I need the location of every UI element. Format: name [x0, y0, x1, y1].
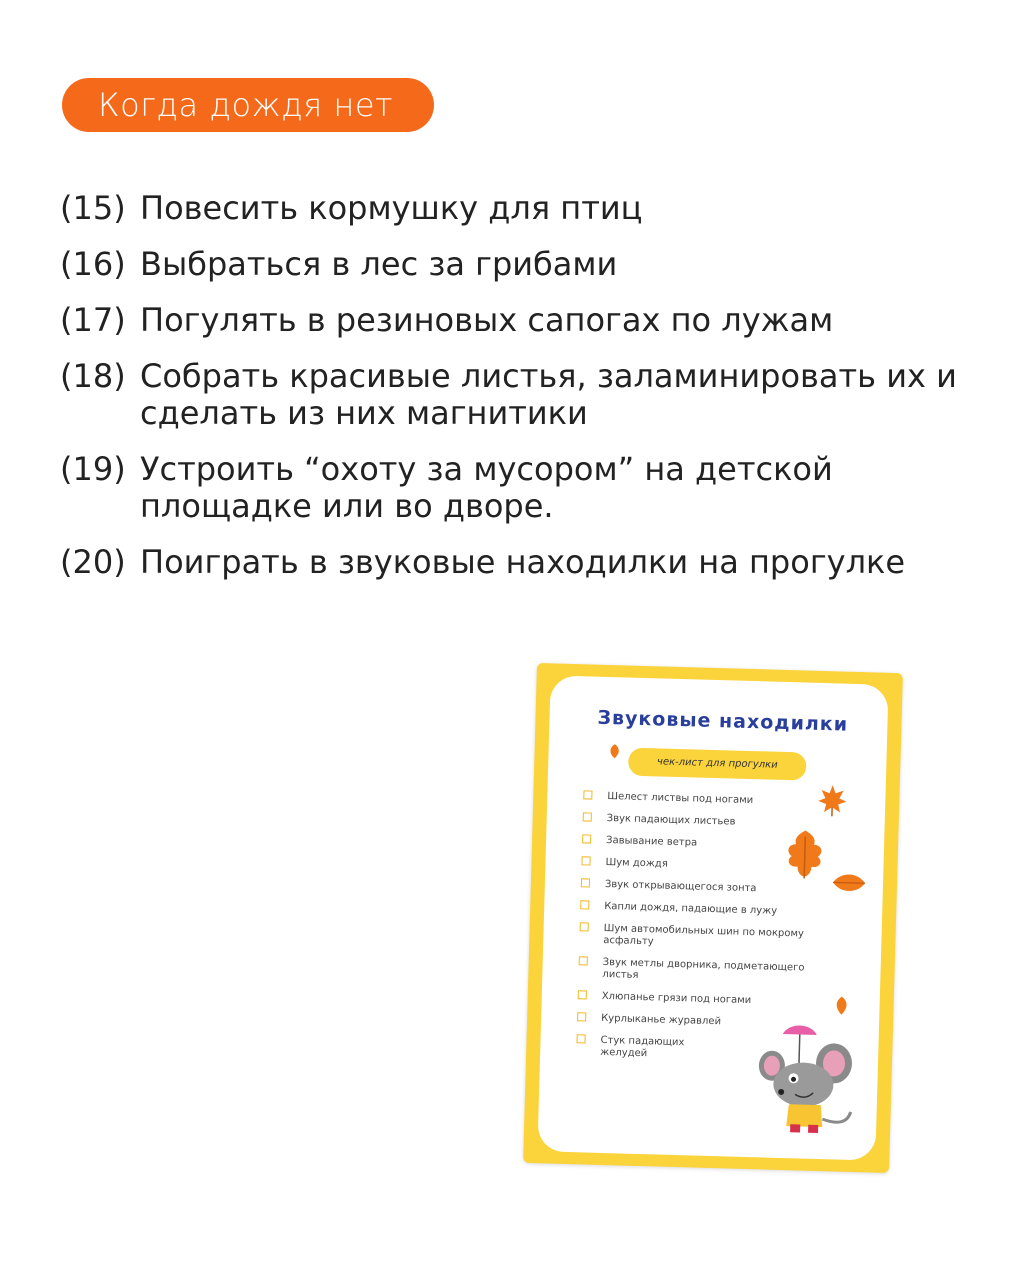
checklist-item-text: Звук падающих листьев — [606, 812, 736, 828]
checklist-item-text: Звук открывающегося зонта — [604, 878, 757, 895]
checklist-card — [523, 663, 903, 1173]
item-number: (16) — [60, 245, 126, 283]
item-number: (19) — [60, 450, 126, 488]
item-text: Устроить “охоту за мусором” на детской площадке или во дворе. — [140, 450, 833, 525]
oak-leaf-icon — [781, 828, 828, 879]
checklist-item-text: Капли дождя, падающие в лужу — [604, 900, 778, 917]
checklist-item — [578, 956, 809, 986]
checklist-item-text: Шум дождя — [605, 856, 668, 870]
checklist-item — [582, 834, 812, 852]
item-text: Повесить кормушку для птиц — [140, 189, 643, 227]
checklist-item — [583, 790, 813, 808]
checklist-item-text: Хлюпанье грязи под ногами — [601, 990, 752, 1007]
list-item — [60, 544, 1010, 581]
item-number: (15) — [60, 189, 126, 227]
checklist-item — [579, 922, 810, 952]
item-text: Погулять в резиновых сапогах по лужам — [140, 301, 834, 339]
checklist-item — [581, 856, 811, 874]
checklist-item — [580, 900, 810, 918]
checkbox-icon[interactable] — [581, 856, 590, 865]
list-item — [60, 246, 1010, 283]
checkbox-icon[interactable] — [580, 922, 589, 931]
checklist-item-text: Шелест листвы под ногами — [607, 791, 754, 807]
checklist-item-text: Завывание ветра — [605, 834, 698, 849]
checkbox-icon[interactable] — [578, 990, 587, 999]
card-title-text: Звуковые находилки — [597, 706, 849, 736]
list-item — [60, 190, 1010, 227]
checkbox-icon[interactable] — [581, 878, 590, 887]
checkbox-icon[interactable] — [582, 834, 591, 843]
card-sheet — [537, 675, 888, 1160]
checklist-item-text: Звук метлы дворника, подметающего листья — [602, 956, 805, 981]
checklist-item — [581, 878, 811, 896]
checklist-item — [576, 1034, 701, 1061]
checklist-item-text: Стук падающих желудей — [600, 1034, 685, 1060]
checkbox-icon[interactable] — [576, 1034, 585, 1043]
card-subtitle: чек-лист для прогулки — [628, 748, 807, 781]
checklist-item — [578, 990, 808, 1008]
item-number: (18) — [60, 357, 126, 395]
checkbox-icon[interactable] — [583, 790, 592, 799]
maple-leaf-icon — [817, 783, 848, 818]
checkbox-icon[interactable] — [577, 1012, 586, 1021]
ideas-list — [60, 190, 1010, 600]
small-leaf-icon — [831, 995, 852, 1016]
checklist-item — [583, 812, 813, 830]
leaf-icon — [831, 869, 868, 896]
checkbox-icon[interactable] — [583, 812, 592, 821]
item-number: (17) — [60, 301, 126, 339]
item-text: Поиграть в звуковые находилки на прогулке — [140, 543, 906, 581]
list-item — [60, 451, 1010, 525]
list-item — [60, 302, 1010, 339]
item-number: (20) — [60, 543, 126, 581]
item-text: Собрать красивые листья, заламинировать их и сделать из них магнитики — [140, 357, 957, 432]
card-title — [597, 707, 848, 736]
list-item — [60, 358, 1010, 432]
checkbox-icon[interactable] — [579, 956, 588, 965]
mouse-with-umbrella-icon — [750, 1021, 863, 1144]
checklist-item-text: Шум автомобильных шин по мокрому асфальту — [603, 922, 805, 948]
checklist-item-text: Курлыканье журавлей — [600, 1012, 722, 1028]
checkbox-icon[interactable] — [580, 900, 589, 909]
section-label-pill: Когда дождя нет — [62, 78, 434, 132]
small-leaf-icon — [606, 743, 622, 759]
item-text: Выбраться в лес за грибами — [140, 245, 618, 283]
